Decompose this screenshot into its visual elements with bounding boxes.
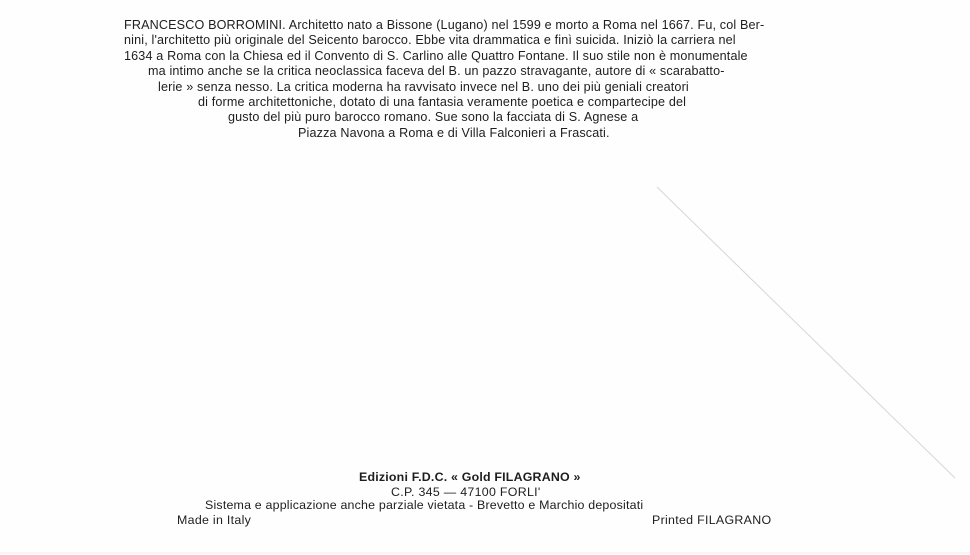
biography-line: 1634 a Roma con la Chiesa ed il Convento di S. Carlino alle Quattro Fontane. Il suo stile non è monumentale (124, 48, 748, 63)
biography-line: lerie » senza nesso. La critica moderna ha ravvisato invece nel B. uno dei più geniali creatori (158, 79, 689, 94)
made-in-italy: Made in Italy (177, 513, 252, 527)
biography-line: di forme architettoniche, dotato di una fantasia veramente poetica e compartecipe del (198, 95, 687, 110)
biography-line: gusto del più puro barocco romano. Sue sono la facciata di S. Agnese a (228, 110, 639, 125)
rights-notice: Sistema e applicazione anche parziale vietata - Brevetto e Marchio depositati (205, 498, 644, 512)
biography-line: FRANCESCO BORROMINI. Architetto nato a Bissone (Lugano) nel 1599 e morto a Roma nel 1667. Fu, col Ber- (124, 18, 765, 32)
publisher-address: C.P. 345 — 47100 FORLI' (391, 485, 541, 499)
biography-line: Piazza Navona a Roma e di Villa Falconieri a Frascati. (298, 125, 610, 140)
publisher-name: Edizioni F.D.C. « Gold FILAGRANO » (359, 470, 581, 484)
printed-by: Printed FILAGRANO (652, 513, 772, 527)
borromini-biography (120, 18, 880, 141)
biography-line: ma intimo anche se la critica neoclassica faceva del B. un pazzo stravagante, autore di « scarabatto- (148, 64, 725, 79)
biography-line: nini, l'architetto più originale del Seicento barocco. Ebbe vita drammatica e finì suicida. Iniziò la carriera nel (124, 33, 736, 48)
